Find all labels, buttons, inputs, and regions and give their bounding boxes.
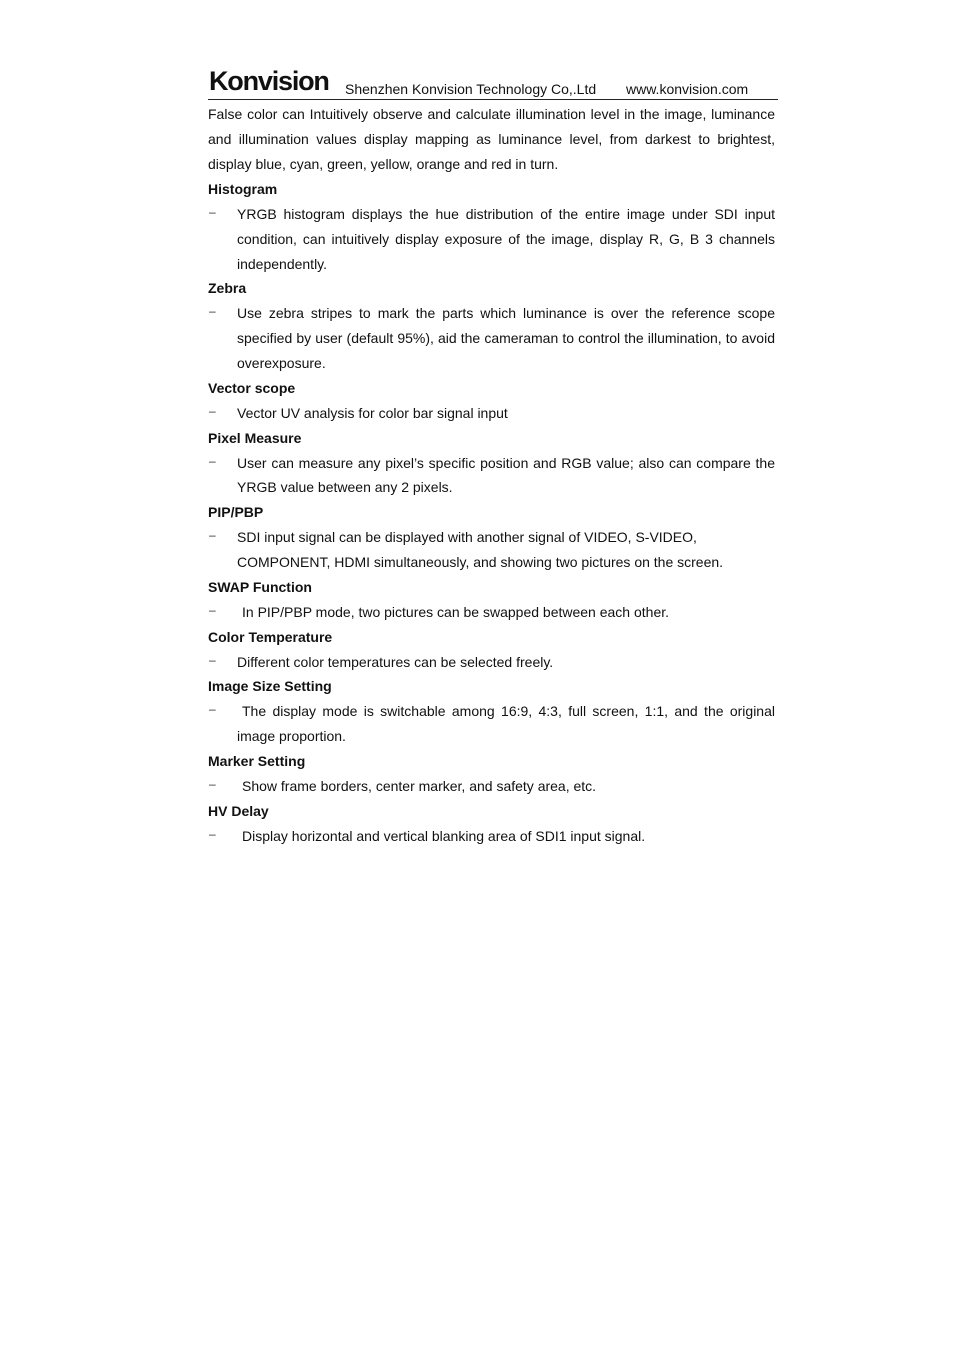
bullet-dash: – [209,652,216,667]
page-header [208,66,778,100]
list-item-marker-setting: – Show frame borders, center marker, and safety area, etc. [208,774,775,799]
section-heading-image-size-setting: Image Size Setting [208,678,332,695]
section-heading-hv-delay: HV Delay [208,802,269,819]
section-heading-pip-pbp: PIP/PBP [208,504,264,521]
bullet-dash: – [209,304,216,319]
bullet-dash: – [209,205,216,219]
section-heading-marker-setting: Marker Setting [208,752,306,769]
section-heading-pixel-measure: Pixel Measure [208,429,302,446]
bullet-dash: – [209,776,216,791]
section-heading-color-temperature: Color Temperature [208,628,333,645]
bullet-dash: – [209,826,216,841]
bullet-dash: – [209,453,216,468]
bullet-dash: – [209,528,216,543]
bullet-dash: – [209,403,216,418]
list-item-hv-delay: – Display horizontal and vertical blanking area of SDI1 input signal. [208,824,775,849]
list-item-zebra: – Use zebra stripes to mark the parts which luminance is over the reference scope specified by user (default 95%), aid the cameraman to control the illumination, to avoid overexposure. [208,301,775,375]
document-page [208,66,778,849]
company-logo: Konvision [209,66,329,96]
list-item-histogram: – YRGB histogram displays the hue distribution of the entire image under SDI input condition, can intuitively display exposure of the image, display R, G, B 3 channels independently. [208,202,775,276]
section-heading-histogram: Histogram [208,181,278,197]
list-item-pixel-measure: – User can measure any pixel’s specific position and RGB value; also can compare the YRGB value between any 2 pixels. [208,451,775,501]
document-body [208,100,775,849]
intro-paragraph: False color can Intuitively observe and calculate illumination level in the image, luminance and illumination values display mapping as luminance level, from darkest to brightest, display blue, cyan, green, yellow, orange and red in turn. [208,106,775,172]
bullet-dash: – [209,702,216,717]
list-item-pip-pbp: – SDI input signal can be displayed with another signal of VIDEO, S-VIDEO, COMPONENT, HDMI simultaneously, and showing two pictures on the screen. [208,525,775,575]
section-heading-vector-scope: Vector scope [208,379,296,396]
list-item-swap-function: – In PIP/PBP mode, two pictures can be swapped between each other. [208,600,775,625]
company-name: Shenzhen Konvision Technology Co,.Ltd [345,81,597,97]
list-item-vector-scope: – Vector UV analysis for color bar signal input [208,401,775,426]
company-website: www.konvision.com [626,81,749,97]
section-heading-zebra: Zebra [208,280,247,297]
list-item-color-temperature: – Different color temperatures can be selected freely. [208,650,775,675]
list-item-image-size-setting: – The display mode is switchable among 16:9, 4:3, full screen, 1:1, and the original image proportion. [208,699,775,749]
section-heading-swap-function: SWAP Function [208,578,312,595]
bullet-dash: – [209,602,216,617]
